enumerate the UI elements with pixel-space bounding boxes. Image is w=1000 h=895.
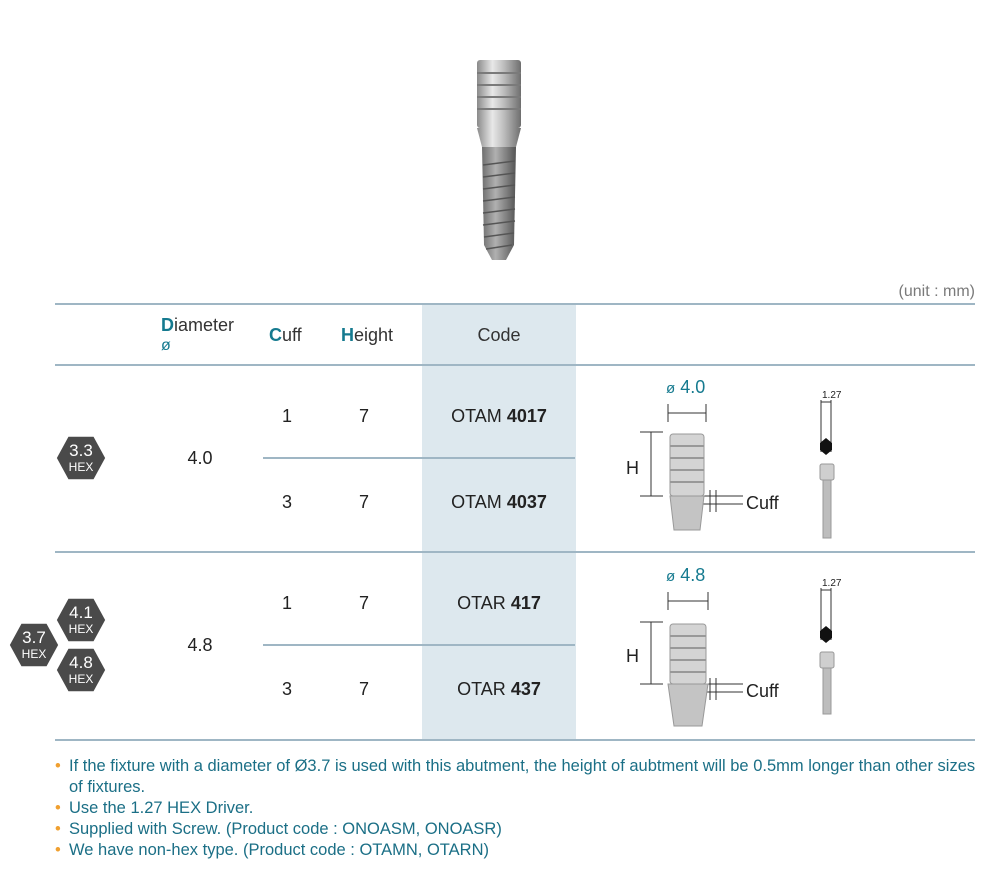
header-diameter: Diameter ø: [161, 315, 235, 354]
product-code: OTAM 4037: [451, 492, 547, 512]
row-divider: [263, 457, 575, 459]
cuff-dimension-label: Cuff: [746, 681, 779, 701]
note-item: • Supplied with Screw. (Product code : ONOASM, ONOASR): [55, 820, 502, 838]
height-dimension-label: H: [626, 458, 639, 478]
hex-badge-3-3: 3.3 HEX: [55, 435, 107, 481]
notes-list: [55, 756, 985, 861]
driver-size-label: 1.27: [822, 578, 842, 589]
hex-badge-3-7: 3.7 HEX: [8, 622, 60, 668]
cuff-value: 3: [281, 679, 292, 699]
product-code: OTAR 417: [457, 593, 541, 613]
abutment-product-image: [470, 55, 530, 265]
height-value: 7: [358, 406, 369, 426]
header-bottom-rule: [55, 364, 975, 366]
driver-size-label: 1.27: [822, 390, 842, 401]
height-dimension-label: H: [626, 646, 639, 666]
diameter-value: 4.8: [187, 635, 213, 655]
table-bottom-rule: [55, 739, 975, 741]
cuff-value: 1: [281, 406, 292, 426]
product-code: OTAM 4017: [451, 406, 547, 426]
header-cuff: Cuff: [269, 325, 302, 345]
table-top-rule: [55, 303, 975, 305]
row-divider: [263, 644, 575, 646]
abutment-drawing: [618, 560, 898, 735]
unit-note: (unit : mm): [898, 283, 975, 300]
cuff-value: 1: [281, 593, 292, 613]
header-height: Height: [341, 325, 394, 345]
abutment-drawing: [618, 372, 898, 547]
abutment-dimension-diagram: [618, 372, 898, 547]
height-value: 7: [358, 492, 369, 512]
bullet-icon: •: [55, 799, 61, 817]
diameter-dimension-label: ø 4.0: [666, 377, 706, 397]
bullet-icon: •: [55, 757, 61, 775]
group-divider-rule: [55, 551, 975, 553]
height-value: 7: [358, 679, 369, 699]
note-item: • If the fixture with a diameter of Ø3.7 is used with this abutment, the height of aubtment will be 0.5mm longer than other sizes of fixtures.: [55, 757, 976, 796]
abutment-dimension-diagram: [618, 560, 898, 735]
height-value: 7: [358, 593, 369, 613]
cuff-value: 3: [281, 492, 292, 512]
diameter-dimension-label: ø 4.8: [666, 565, 706, 585]
header-code: Code: [477, 325, 521, 345]
code-column-highlight: [422, 305, 576, 741]
bullet-icon: •: [55, 841, 61, 859]
bullet-icon: •: [55, 820, 61, 838]
hex-badge-4-8: 4.8 HEX: [55, 647, 107, 693]
product-code: OTAR 437: [457, 679, 541, 699]
note-item: • Use the 1.27 HEX Driver.: [55, 799, 254, 817]
hex-badge-4-1: 4.1 HEX: [55, 597, 107, 643]
cuff-dimension-label: Cuff: [746, 493, 779, 513]
diameter-value: 4.0: [187, 448, 213, 468]
note-item: • We have non-hex type. (Product code : OTAMN, OTARN): [55, 841, 489, 859]
